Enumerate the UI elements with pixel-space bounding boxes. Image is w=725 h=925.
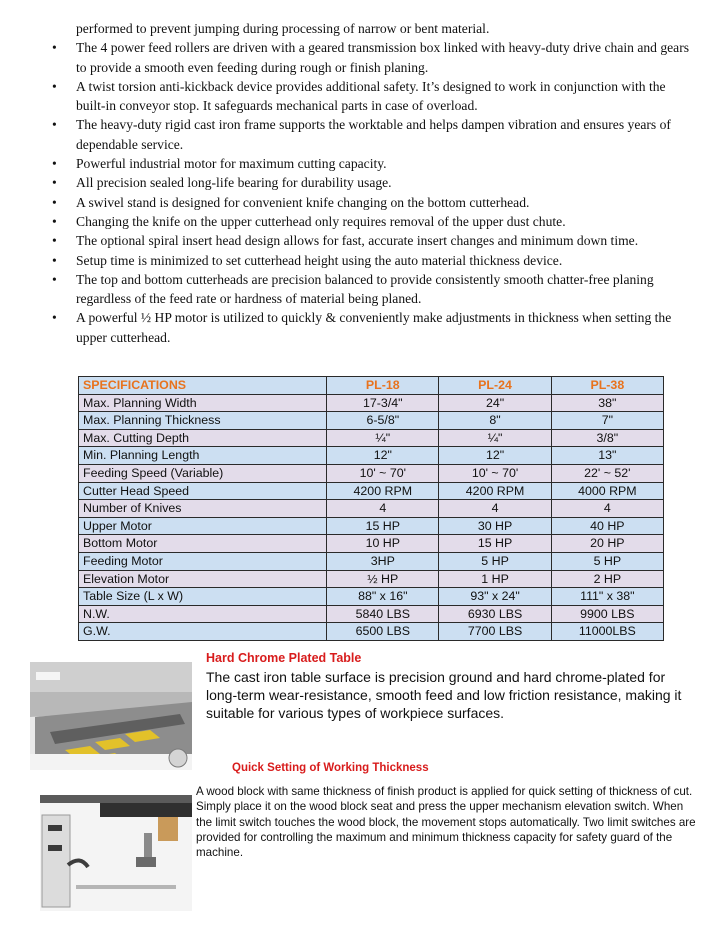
specifications-table: [78, 376, 664, 641]
spec-value-cell: 8": [439, 412, 551, 430]
bullet-dot-icon: •: [52, 194, 57, 210]
bullet-item: [52, 251, 692, 270]
spec-label-cell: Elevation Motor: [79, 570, 327, 588]
bullet-item: [52, 212, 692, 231]
bullet-text: performed to prevent jumping during processing of narrow or bent material.: [76, 21, 490, 36]
spec-value-cell: 4000 RPM: [551, 482, 663, 500]
spec-row: [79, 412, 664, 430]
spec-value-cell: 10' ~ 70': [327, 464, 439, 482]
spec-value-cell: 13": [551, 447, 663, 465]
bullet-text: A powerful ½ HP motor is utilized to quickly & conveniently make adjustments in thickness when setting the upper cutterhead.: [76, 310, 672, 345]
feature-title-quick-thickness: Quick Setting of Working Thickness: [232, 762, 429, 774]
spec-label-cell: Min. Planning Length: [79, 447, 327, 465]
bullet-item: [52, 231, 692, 250]
bullet-dot-icon: •: [52, 271, 57, 287]
bullet-text: A twist torsion anti-kickback device provides additional safety. It’s designed to work in conjunction with the built-in conveyor stop. It safeguards mechanical parts in case of overload.: [76, 78, 666, 114]
spec-label-cell: N.W.: [79, 605, 327, 623]
bullet-text: Changing the knife on the upper cutterhead only requires removal of the upper dust chute.: [76, 213, 566, 229]
spec-label-cell: Max. Cutting Depth: [79, 429, 327, 447]
spec-row: [79, 447, 664, 465]
spec-row: [79, 394, 664, 412]
spec-row: [79, 605, 664, 623]
spec-label-cell: Max. Planning Width: [79, 394, 327, 412]
spec-value-cell: 1 HP: [439, 570, 551, 588]
spec-value-cell: 38": [551, 394, 663, 412]
spec-row: [79, 552, 664, 570]
bullet-item: [52, 270, 692, 309]
spec-value-cell: 7": [551, 412, 663, 430]
bullet-item: [52, 308, 692, 347]
bullet-dot-icon: •: [52, 40, 57, 56]
spec-value-cell: 30 HP: [439, 517, 551, 535]
bullet-text: Setup time is minimized to set cutterhead height using the auto material thickness device.: [76, 252, 563, 268]
thickness-setting-photo: [40, 795, 192, 911]
spec-label-cell: Feeding Motor: [79, 552, 327, 570]
bullet-item: [52, 154, 692, 173]
chrome-table-photo: [30, 662, 192, 770]
bullet-dot-icon: •: [52, 175, 57, 191]
spec-row: [79, 535, 664, 553]
spec-row: [79, 570, 664, 588]
spec-value-cell: 10' ~ 70': [439, 464, 551, 482]
spec-value-cell: 24": [439, 394, 551, 412]
spec-value-cell: 88" x 16": [327, 588, 439, 606]
bullet-text: The 4 power feed rollers are driven with a geared transmission box linked with heavy-duty drive chain and gears to provide a smooth even feeding during rough or finish planing.: [76, 40, 690, 75]
spec-value-cell: 12": [327, 447, 439, 465]
feature-bullet-list: [52, 19, 692, 347]
bullet-item: [52, 115, 692, 154]
spec-value-cell: 5 HP: [439, 552, 551, 570]
spec-value-cell: 4: [327, 500, 439, 518]
spec-value-cell: 4200 RPM: [439, 482, 551, 500]
spec-value-cell: 20 HP: [551, 535, 663, 553]
bullet-item: [52, 173, 692, 192]
bullet-item: [52, 77, 692, 116]
spec-value-cell: 40 HP: [551, 517, 663, 535]
spec-label-cell: Feeding Speed (Variable): [79, 464, 327, 482]
spec-label-cell: Upper Motor: [79, 517, 327, 535]
spec-label-cell: G.W.: [79, 623, 327, 641]
feature-title-chrome-table: Hard Chrome Plated Table: [206, 651, 362, 665]
spec-value-cell: ½ HP: [327, 570, 439, 588]
bullet-item: [52, 38, 692, 77]
spec-value-cell: ¼": [327, 429, 439, 447]
bullet-dot-icon: •: [52, 213, 57, 229]
spec-label-cell: Table Size (L x W): [79, 588, 327, 606]
spec-header-pl18: PL-18: [327, 377, 439, 395]
spec-row: [79, 482, 664, 500]
specifications-header-row: [79, 377, 664, 395]
feature-body-quick-thickness: A wood block with same thickness of finish product is applied for quick setting of thickness of cut. Simply place it on the wood block seat and press the upper mechanism elevation switch. When the limit switch touches the wood block, the movement stops automatically. Two limit switches are provided for controlling the maximum and minimum thickness capacity for safety guard of the machine.: [196, 785, 696, 860]
spec-value-cell: 15 HP: [327, 517, 439, 535]
bullet-text: All precision sealed long-life bearing for durability usage.: [76, 175, 392, 191]
spec-value-cell: 12": [439, 447, 551, 465]
bullet-item: [52, 193, 692, 212]
bullet-dot-icon: •: [52, 252, 57, 268]
bullet-text: Powerful industrial motor for maximum cutting capacity.: [76, 156, 387, 172]
bullet-dot-icon: •: [52, 117, 57, 133]
bullet-text: The optional spiral insert head design allows for fast, accurate insert changes and minimum down time.: [76, 233, 639, 249]
spec-value-cell: 4: [551, 500, 663, 518]
spec-value-cell: 3HP: [327, 552, 439, 570]
spec-value-cell: 22' ~ 52': [551, 464, 663, 482]
spec-row: [79, 429, 664, 447]
spec-value-cell: 93" x 24": [439, 588, 551, 606]
spec-label-cell: Max. Planning Thickness: [79, 412, 327, 430]
spec-value-cell: 4200 RPM: [327, 482, 439, 500]
spec-value-cell: 5 HP: [551, 552, 663, 570]
bullet-text: The top and bottom cutterheads are precision balanced to provide consistently smooth chatter-free planing regardless of the feed rate or hardness of material being planed.: [76, 271, 654, 307]
spec-value-cell: ¼": [439, 429, 551, 447]
spec-value-cell: 5840 LBS: [327, 605, 439, 623]
spec-value-cell: 7700 LBS: [439, 623, 551, 641]
spec-row: [79, 623, 664, 641]
bullet-item: [52, 19, 692, 38]
bullet-text: The heavy-duty rigid cast iron frame supports the worktable and helps dampen vibration and ensures years of dependable service.: [76, 117, 671, 152]
bullet-dot-icon: •: [52, 310, 57, 326]
spec-row: [79, 500, 664, 518]
spec-row: [79, 517, 664, 535]
spec-value-cell: 6500 LBS: [327, 623, 439, 641]
spec-value-cell: 9900 LBS: [551, 605, 663, 623]
spec-row: [79, 464, 664, 482]
spec-header-pl38: PL-38: [551, 377, 663, 395]
spec-value-cell: 11000LBS: [551, 623, 663, 641]
bullet-dot-icon: •: [52, 78, 57, 94]
spec-value-cell: 6-5/8": [327, 412, 439, 430]
bullet-dot-icon: •: [52, 156, 57, 172]
spec-value-cell: 17-3/4": [327, 394, 439, 412]
bullet-dot-icon: •: [52, 233, 57, 249]
spec-label-cell: Cutter Head Speed: [79, 482, 327, 500]
feature-body-chrome-table: The cast iron table surface is precision ground and hard chrome-plated for long-term wear-resistance, smooth feed and low friction resistance, making it suitable for various types of workpiece surfaces.: [206, 669, 682, 721]
spec-value-cell: 6930 LBS: [439, 605, 551, 623]
spec-value-cell: 15 HP: [439, 535, 551, 553]
spec-label-cell: Number of Knives: [79, 500, 327, 518]
spec-label-cell: Bottom Motor: [79, 535, 327, 553]
spec-header-label: SPECIFICATIONS: [79, 377, 327, 395]
spec-row: [79, 588, 664, 606]
spec-value-cell: 111" x 38": [551, 588, 663, 606]
spec-value-cell: 2 HP: [551, 570, 663, 588]
spec-value-cell: 4: [439, 500, 551, 518]
spec-value-cell: 10 HP: [327, 535, 439, 553]
spec-header-pl24: PL-24: [439, 377, 551, 395]
spec-value-cell: 3/8": [551, 429, 663, 447]
bullet-text: A swivel stand is designed for convenient knife changing on the bottom cutterhead.: [76, 194, 530, 210]
